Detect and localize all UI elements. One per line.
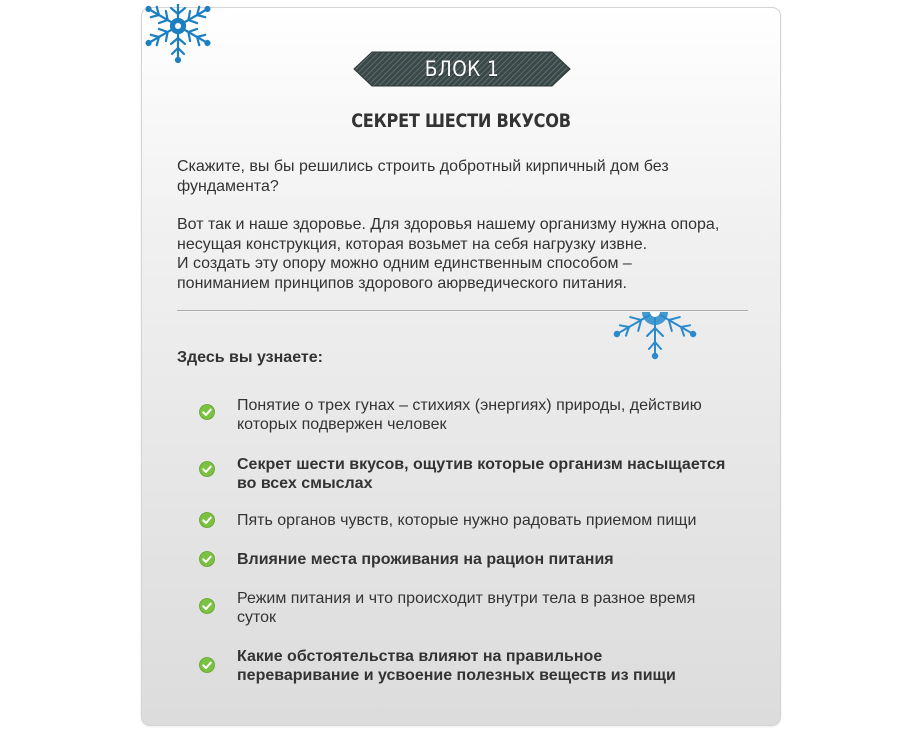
intro-question-line: фундамента? (177, 177, 279, 195)
list-item-line: суток (237, 609, 277, 626)
check-icon (199, 461, 215, 477)
list-item-text (237, 396, 757, 434)
intro-body-line: И создать эту опору можно одним единственным способом – (177, 255, 632, 272)
intro-question-line: Скажите, вы бы решились строить добротный кирпичный дом без (177, 158, 669, 175)
list-item-line: во всех смыслах (237, 475, 373, 492)
list-item-text (237, 455, 757, 493)
list-item-text (237, 589, 757, 627)
block-label: БЛОК 1 (424, 57, 500, 81)
learn-heading: Здесь вы узнаете: (177, 349, 323, 366)
list-item-line: Какие обстоятельства влияют на правильное (237, 648, 603, 665)
intro-body-line: пониманием принципов здорового аюрведического питания. (177, 274, 627, 292)
check-icon (199, 551, 215, 567)
page-title: СЕКРЕТ ШЕСТИ ВКУСОВ (351, 110, 571, 132)
list-item-line: Влияние места проживания на рацион питания (237, 551, 614, 568)
list-item-text (237, 550, 757, 569)
intro-body-line: Вот так и наше здоровье. Для здоровья нашему организму нужна опора, (177, 216, 720, 233)
snowflake-icon (603, 312, 707, 362)
list-item-line: Режим питания и что происходит внутри тела в разное время (237, 590, 696, 607)
check-icon (199, 598, 215, 614)
list-item-line: Понятие о трех гунах – стихиях (энергиях) природы, действию (237, 397, 702, 414)
intro-question (177, 157, 767, 196)
intro-body-line: несущая конструкция, которая возьмет на себя нагрузку извне. (177, 235, 648, 253)
list-item-text (237, 511, 757, 530)
list-item-line: которых подвержен человек (237, 416, 447, 433)
list-item-line: Пять органов чувств, которые нужно радовать приемом пищи (237, 512, 697, 529)
list-item-line: переваривание и усвоение полезных веществ из пищи (237, 667, 676, 684)
check-icon (199, 657, 215, 673)
check-icon (199, 512, 215, 528)
intro-body (177, 215, 767, 293)
list-item-line: Секрет шести вкусов, ощутив которые организм насыщается (237, 456, 726, 473)
check-icon (199, 404, 215, 420)
list-item-text (237, 647, 757, 685)
snowflake-icon (138, 4, 222, 74)
